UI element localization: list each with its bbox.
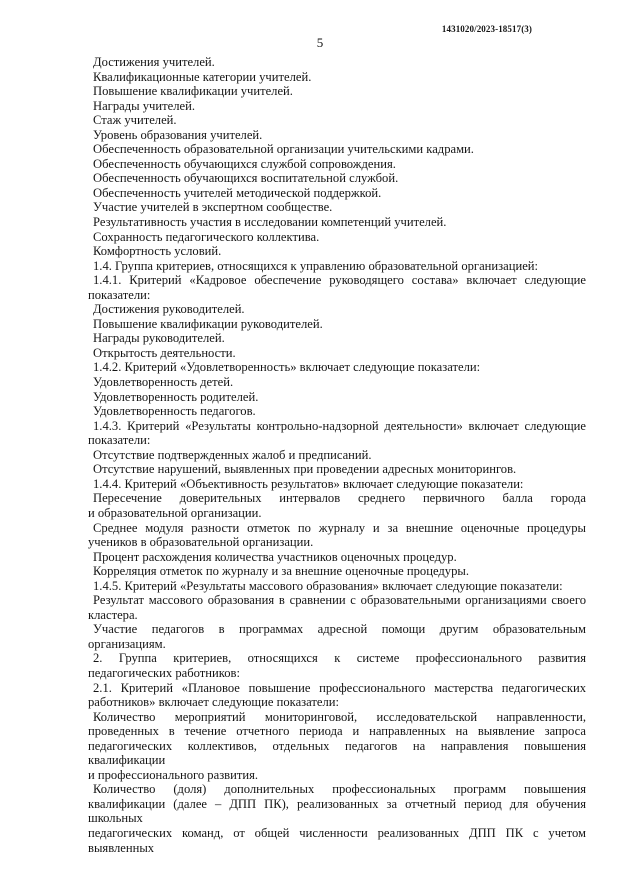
text-line: организациям. (88, 636, 166, 651)
text-line: показатели: (88, 433, 151, 448)
text-line: Удовлетворенность детей. (93, 375, 234, 390)
document-number: 1431020/2023-18517(3) (441, 24, 532, 34)
text-line: Удовлетворенность педагогов. (93, 404, 256, 419)
text-line: Результат массового образования в сравнении с образовательными организациями своего (93, 593, 586, 608)
text-line: Участие педагогов в программах адресной помощи другим образовательным (93, 622, 586, 637)
text-line: квалификации (далее – ДПП ПК), реализованных за отчетный период для обучения школьных (88, 796, 586, 826)
document-body (88, 55, 586, 855)
text-line: и образовательной организации. (88, 505, 262, 520)
text-line: и профессионального развития. (88, 767, 259, 782)
text-line: Достижения учителей. (93, 55, 215, 69)
criterion-line: 2.1. Критерий «Плановое повышение профессионального мастерства педагогических (93, 680, 586, 695)
text-line: Пересечение доверительных интервалов среднего первичного балла города (93, 491, 586, 506)
text-line: Уровень образования учителей. (93, 127, 263, 142)
text-line: Обеспеченность образовательной организации учительскими кадрами. (93, 142, 474, 157)
criterion-line: 1.4.1. Критерий «Кадровое обеспечение руководящего состава» включает следующие (93, 273, 586, 288)
text-line: Результативность участия в исследовании компетенций учителей. (93, 215, 447, 230)
text-line: Обеспеченность обучающихся воспитательной службой. (93, 171, 399, 186)
page-number: 5 (316, 35, 324, 50)
text-line: педагогических работников: (88, 665, 240, 680)
text-line: Обеспеченность учителей методической поддержкой. (93, 185, 382, 200)
text-line: Количество (доля) дополнительных профессиональных программ повышения (93, 782, 586, 797)
text-line: Обеспеченность обучающихся службой сопровождения. (93, 156, 396, 171)
text-line: Повышение квалификации руководителей. (93, 316, 323, 331)
text-line: Квалификационные категории учителей. (93, 69, 312, 84)
criterion-line: 1.4.4. Критерий «Объективность результатов» включает следующие показатели: (93, 476, 524, 491)
text-line: педагогических команд, от общей численности реализованных ДПП ПК с учетом выявленных (88, 825, 586, 855)
text-line: Участие учителей в экспертном сообществе. (93, 200, 333, 215)
text-line: Стаж учителей. (93, 113, 177, 128)
text-line: Открытость деятельности. (93, 345, 236, 360)
text-line: Отсутствие подтвержденных жалоб и предписаний. (93, 447, 372, 462)
text-line: работников» включает следующие показатели: (88, 695, 340, 710)
text-line: Комфортность условий. (93, 244, 222, 259)
criterion-line: 1.4.2. Критерий «Удовлетворенность» включает следующие показатели: (93, 360, 481, 375)
text-line: Среднее модуля разности отметок по журналу и за внешние оценочные процедуры (93, 520, 586, 535)
criterion-line: 1.4.5. Критерий «Результаты массового образования» включает следующие показатели: (93, 578, 563, 593)
text-line: Награды руководителей. (93, 331, 225, 346)
text-line: Повышение квалификации учителей. (93, 84, 293, 99)
text-line: Процент расхождения количества участников оценочных процедур. (93, 549, 457, 564)
text-line: учеников в образовательной организации. (88, 535, 314, 550)
section-heading: 2. Группа критериев, относящихся к системе профессионального развития (93, 651, 586, 666)
text-line: Достижения руководителей. (93, 302, 245, 317)
text-line: Количество мероприятий мониторинговой, исследовательской направленности, (93, 709, 586, 724)
text-line: Сохранность педагогического коллектива. (93, 229, 320, 244)
section-heading: 1.4. Группа критериев, относящихся к управлению образовательной организацией: (93, 258, 539, 273)
text-line: Удовлетворенность родителей. (93, 389, 259, 404)
criterion-line: 1.4.3. Критерий «Результаты контрольно-надзорной деятельности» включает следующие (93, 418, 586, 433)
text-line: педагогических коллективов, отдельных педагогов на направления повышения квалификации (88, 738, 586, 768)
text-line: кластера. (88, 607, 138, 622)
text-line: Награды учителей. (93, 98, 195, 113)
text-line: проведенных в течение отчетного периода и направленных на выявление запроса (88, 724, 586, 739)
text-line: Отсутствие нарушений, выявленных при проведении адресных мониторингов. (93, 462, 517, 477)
text-line: показатели: (88, 287, 151, 302)
text-line: Корреляция отметок по журналу и за внешние оценочные процедуры. (93, 564, 470, 579)
